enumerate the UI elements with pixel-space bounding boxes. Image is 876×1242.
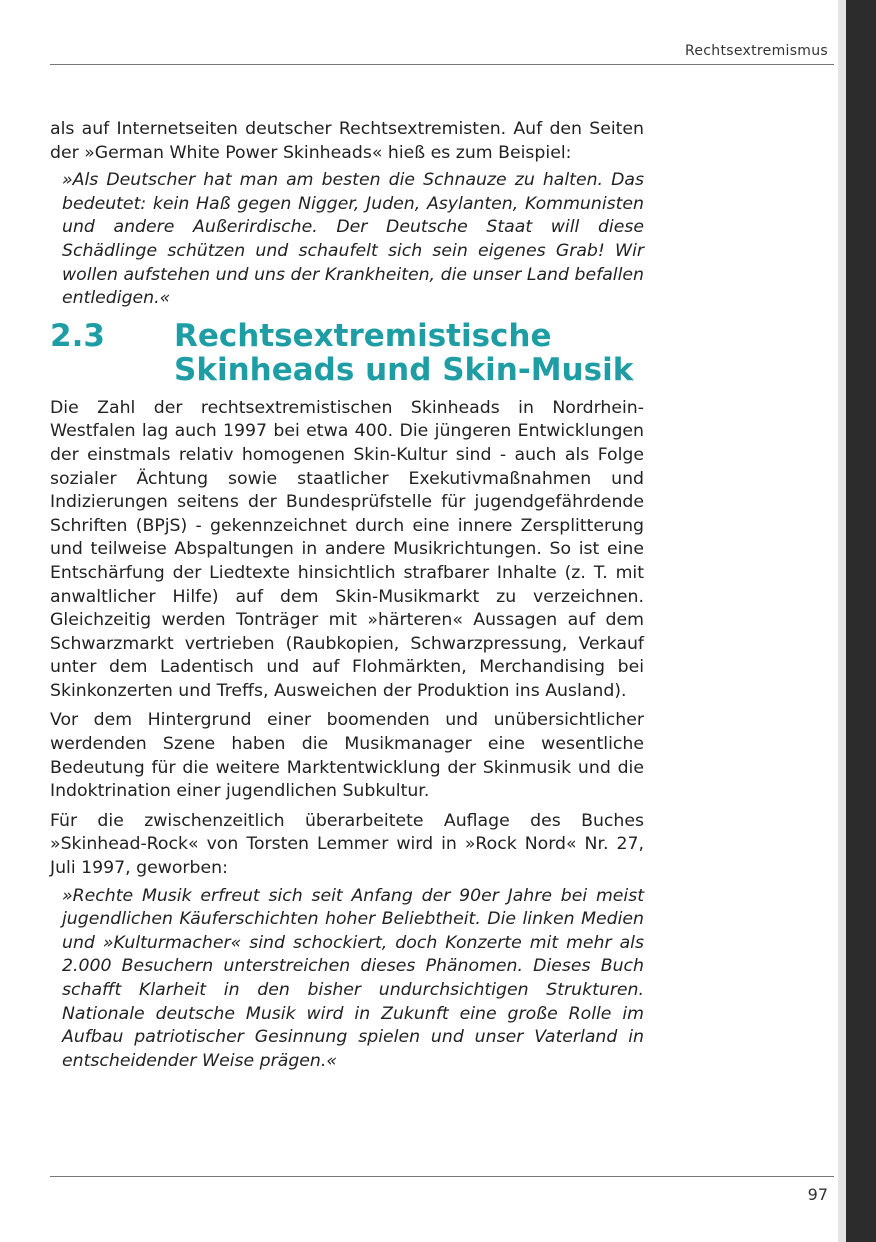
section-heading — [50, 319, 644, 387]
page-edge-shadow — [838, 0, 846, 1242]
paragraph-skinheads: Die Zahl der rechtsextremistischen Skinheads in Nordrhein-Westfalen lag auch 1997 bei etwa 400. Die jüngeren Entwicklungen der einstmals relativ homogenen Skin-Kultur sind - auch als Folge sozialer Ächtung sowie staatlicher Exekutivmaßnahmen und Indizierungen seitens der Bundesprüfstelle für jugendgefährdende Schriften (BPjS) - gekennzeichnet durch eine innere Zersplitterung und teilweise Abspaltungen in andere Musikrichtungen. So ist eine Entschärfung der Liedtexte hinsichtlich strafbarer Inhalte (z. T. mit anwaltlicher Hilfe) auf dem Skin-Musikmarkt zu verzeichnen. Gleichzeitig werden Tonträger mit »härteren« Aussagen auf dem Schwarzmarkt vertrieben (Raubkopien, Schwarzpressung, Verkauf unter dem Ladentisch und auf Flohmärkten, Merchandising bei Skinkonzerten und Treffs, Ausweichen der Produktion ins Ausland). — [50, 397, 644, 701]
quote-skinheads: »Als Deutscher hat man am besten die Schnauze zu halten. Das bedeutet: kein Haß gegen Nigger, Juden, Asylanten, Kommunisten und andere Außerirdische. Der Deutsche Staat will diese Schädlinge schützen und schaufelt sich sein eigenes Grab! Wir wollen aufstehen und uns der Krankheiten, die unser Land befallen entledigen.« — [62, 170, 644, 309]
text-block — [50, 118, 644, 1079]
running-head: Rechtsextremismus — [685, 43, 828, 59]
page-number: 97 — [807, 1185, 828, 1204]
paragraph-intro: als auf Internetseiten deutscher Rechtsextremisten. Auf den Seiten der »German White Power Skinheads« hieß es zum Beispiel: — [50, 119, 644, 163]
page-edge-bar — [846, 0, 876, 1242]
paragraph-music-managers: Vor dem Hintergrund einer boomenden und unübersichtlicher werdenden Szene haben die Musikmanager eine wesentliche Bedeutung für die weitere Marktentwicklung der Skinmusik und die Indoktrination einer jugendlichen Subkultur. — [50, 710, 644, 802]
section-title: Rechtsextremistische Skinheads und Skin-Musik — [174, 317, 634, 388]
footer-rule — [50, 1176, 834, 1177]
section-number: 2.3 — [50, 317, 105, 354]
paragraph-book: Für die zwischenzeitlich überarbeitete Auflage des Buches »Skinhead-Rock« von Torsten Lemmer wird in »Rock Nord« Nr. 27, Juli 1997, geworben: — [50, 810, 644, 879]
quote-rock-nord: »Rechte Musik erfreut sich seit Anfang der 90er Jahre bei meist jugendlichen Käuferschichten hoher Beliebtheit. Die linken Medien und »Kulturmacher« sind schockiert, doch Konzerte mit mehr als 2.000 Besuchern unterstreichen dieses Phänomen. Dieses Buch schafft Klarheit in den bisher undurchsichtigen Strukturen. Nationale deutsche Musik wird in Zukunft eine große Rolle im Aufbau patriotischer Gesinnung spielen und unser Vaterland in entscheidender Weise prägen.« — [62, 885, 644, 1071]
header-rule — [50, 64, 834, 65]
